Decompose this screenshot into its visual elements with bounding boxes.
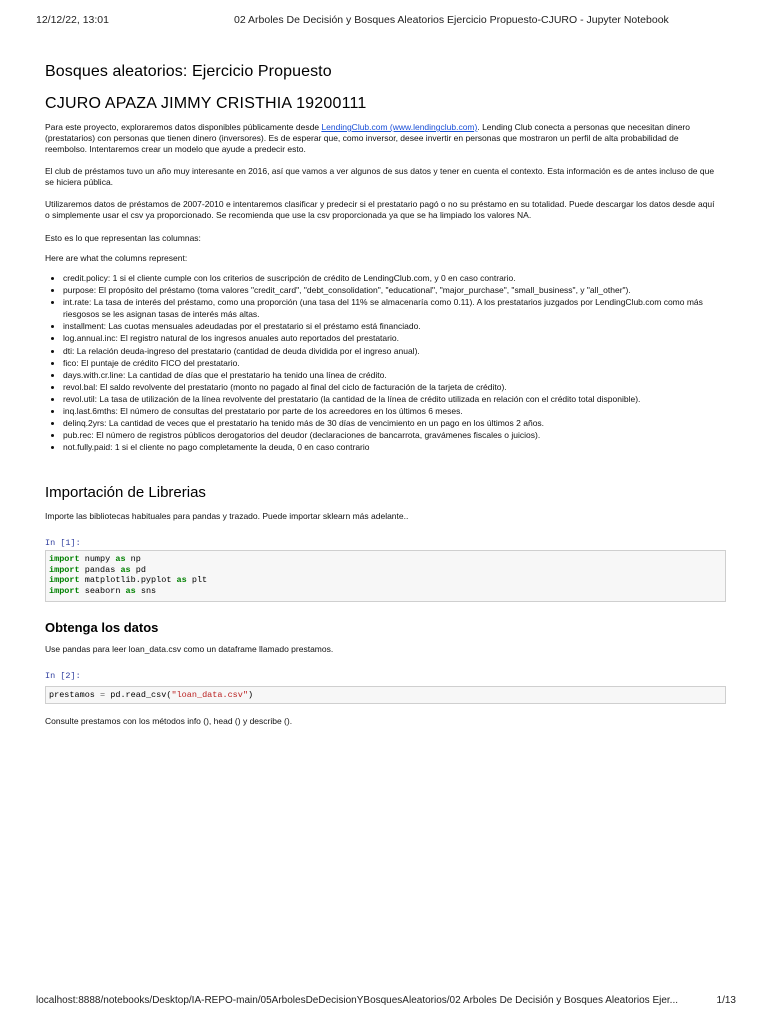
section-heading-data: Obtenga los datos: [45, 620, 159, 635]
page-number: 1/13: [716, 995, 736, 1006]
column-item-delinq-2yrs: • delinq.2yrs: La cantidad de veces que el prestatario ha tenido más de 30 días de vencimiento en un pago en los últimos 2 años.: [63, 417, 723, 429]
print-title: 02 Arboles De Decisión y Bosques Aleatorios Ejercicio Propuesto-CJURO - Jupyter Notebook: [234, 14, 669, 26]
column-item-days-with-cr-line: • days.with.cr.line: La cantidad de días que el prestatario ha tenido una línea de crédito.: [63, 369, 723, 381]
columns-list: [45, 272, 723, 453]
column-item-not-fully-paid: • not.fully.paid: 1 si el cliente no pago completamente la deuda, 0 en caso contrario: [63, 441, 723, 453]
intro-text-end: . Lending Club conecta a personas que necesitan dinero (prestatarios) con personas que tienen dinero (inversores). Es de esperar que, como inversor, desee invertir en personas que mostraron un perfil de alta probabilidad de reembolso. Intentaremos crear un modelo que ayude a predecir esto.: [45, 122, 690, 155]
context-paragraph: El club de préstamos tuvo un año muy interesante en 2016, así que vamos a ver algunos de sus datos y tener en cuenta el contexto. Esta información es de antes incluso de que se hiciera pública.: [45, 166, 715, 188]
cell-2-prompt: In [2]:: [45, 671, 81, 681]
column-item-pub-rec: • pub.rec: El número de registros públicos derogatorios del deudor (declaraciones de bancarrota, gravámenes fiscales o juicios).: [63, 429, 723, 441]
column-item-fico: • fico: El puntaje de crédito FICO del prestatario.: [63, 357, 723, 369]
column-item-int-rate: • int.rate: La tasa de interés del préstamo, como una proporción (una tasa del 11% se almacenaría como 0.11). A los prestatarios juzgados por LendingClub.com como más riesgosos se les asignan tasas de interés más altas.: [63, 296, 723, 320]
import-text: Importe las bibliotecas habituales para pandas y trazado. Puede importar sklearn más adelante..: [45, 511, 409, 521]
column-item-credit-policy: • credit.policy: 1 si el cliente cumple con los criterios de suscripción de crédito de LendingClub.com, y 0 en caso contrario.: [63, 272, 723, 284]
column-item-revol-bal: • revol.bal: El saldo revolvente del prestatario (monto no pagado al final del ciclo de facturación de la tarjeta de crédito).: [63, 381, 723, 393]
column-item-revol-util: • revol.util: La tasa de utilización de la línea revolvente del prestatario (la cantidad de la línea de crédito utilizada en relación con el crédito total disponible).: [63, 393, 723, 405]
intro-paragraph: [45, 122, 720, 156]
code-cell-2[interactable]: [45, 686, 726, 704]
columns-intro-es: Esto es lo que representan las columnas:: [45, 233, 201, 243]
column-item-purpose: • purpose: El propósito del préstamo (toma valores "credit_card", "debt_consolidation", "educational", "major_purchase", "small_business", y "all_other").: [63, 284, 723, 296]
print-url: localhost:8888/notebooks/Desktop/IA-REPO-main/05ArbolesDeDecisionYBosquesAleatorios/02 Arboles De Decisión y Bosques Aleatorios Ejer...: [36, 995, 679, 1006]
author-heading: CJURO APAZA JIMMY CRISTHIA 19200111: [45, 95, 367, 112]
column-item-dti: • dti: La relación deuda-ingreso del prestatario (cantidad de deuda dividida por el ingreso anual).: [63, 345, 723, 357]
print-date: 12/12/22, 13:01: [36, 14, 109, 26]
data-text: Use pandas para leer loan_data.csv como un dataframe llamado prestamos.: [45, 644, 334, 654]
consult-text: Consulte prestamos con los métodos info (), head () y describe ().: [45, 716, 293, 726]
notebook-title: Bosques aleatorios: Ejercicio Propuesto: [45, 63, 332, 80]
code-line: import matplotlib.pyplot as plt: [49, 575, 208, 585]
code-line: import seaborn as sns: [49, 585, 157, 596]
columns-intro-en: Here are what the columns represent:: [45, 253, 188, 263]
column-item-log-annual-inc: • log.annual.inc: El registro natural de los ingresos anuales auto reportados del prestatario.: [63, 332, 723, 344]
intro-text-start: Para este proyecto, exploraremos datos disponibles públicamente desde: [45, 122, 322, 132]
code-cell-1[interactable]: [45, 550, 726, 602]
code-line: prestamos = pd.read_csv("loan_data.csv"): [49, 690, 254, 700]
code-line: import numpy as np: [49, 554, 141, 564]
column-item-inq-last-6mths: • inq.last.6mths: El número de consultas del prestatario por parte de los acreedores en los últimos 6 meses.: [63, 405, 723, 417]
lendingclub-link[interactable]: LendingClub.com (www.lendingclub.com): [321, 122, 478, 132]
section-heading-import: Importación de Librerias: [45, 484, 206, 501]
column-item-installment: • installment: Las cuotas mensuales adeudadas por el prestatario si el préstamo está financiado.: [63, 320, 723, 332]
data-paragraph: Utilizaremos datos de préstamos de 2007-2010 e intentaremos clasificar y predecir si el prestatario pagó o no su préstamo en su totalidad. Puede descargar los datos desde aquí o simplemente usar el csv ya proporcionado. Se recomienda que use la csv proporcionada ya que se ha limpiado los valores NA.: [45, 199, 715, 221]
cell-1-prompt: In [1]:: [45, 538, 81, 548]
code-line: import pandas as pd: [49, 564, 146, 575]
